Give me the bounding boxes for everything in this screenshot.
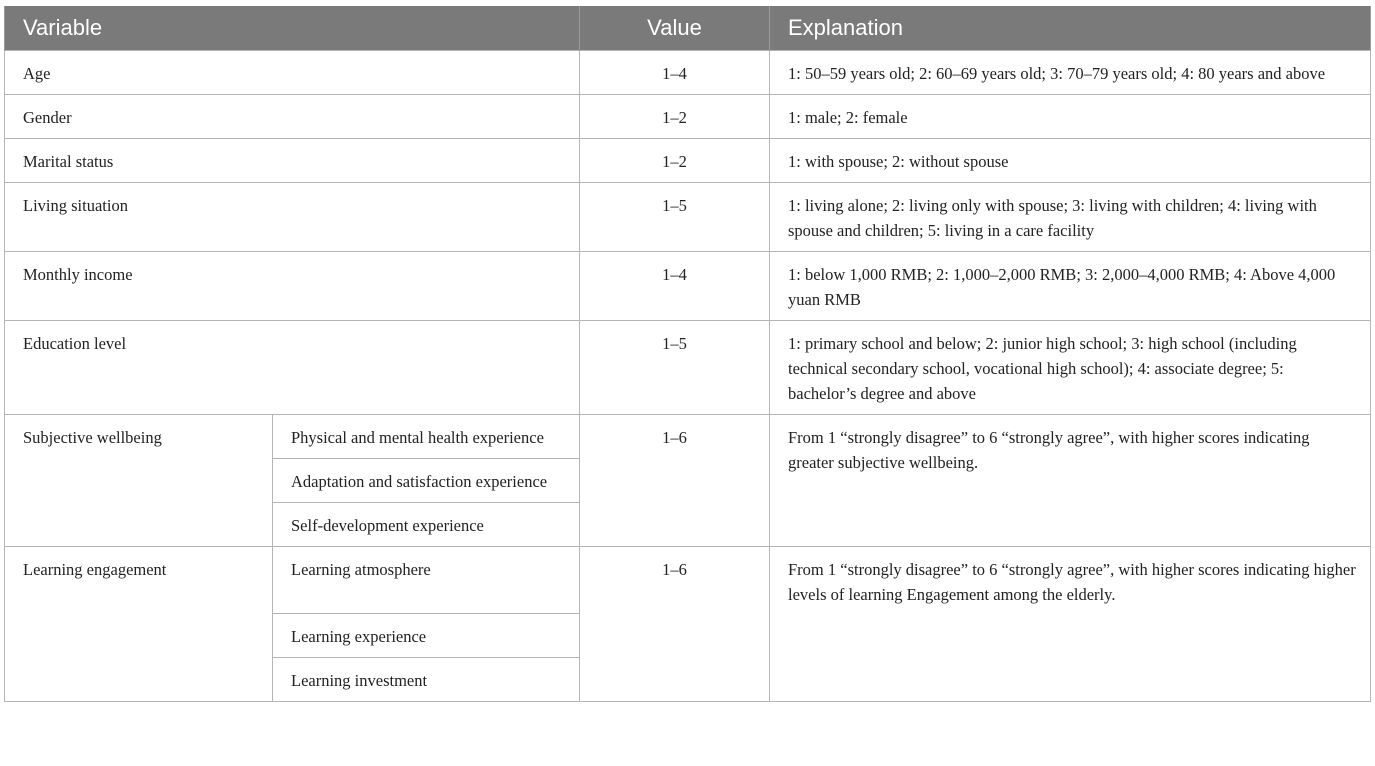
header-explanation: Explanation: [770, 6, 1371, 51]
group-value: 1–6: [580, 547, 770, 702]
group-row-subjective-wellbeing: [5, 415, 1371, 459]
row-variable: Monthly income: [5, 252, 580, 321]
row-explanation: 1: with spouse; 2: without spouse: [770, 139, 1371, 183]
dimension-cell: Learning experience: [273, 614, 580, 658]
table-header-row: [5, 6, 1371, 51]
header-value: Value: [580, 6, 770, 51]
table-row: [5, 321, 1371, 415]
dimension-cell: Adaptation and satisfaction experience: [273, 459, 580, 503]
header-variable: Variable: [5, 6, 580, 51]
row-value: 1–2: [580, 139, 770, 183]
dimension-cell: Learning investment: [273, 658, 580, 702]
variables-table-container: [4, 6, 1370, 702]
group-variable: Learning engagement: [5, 547, 273, 702]
row-value: 1–2: [580, 95, 770, 139]
row-explanation: 1: 50–59 years old; 2: 60–69 years old; 3: 70–79 years old; 4: 80 years and above: [770, 51, 1371, 95]
row-explanation: 1: below 1,000 RMB; 2: 1,000–2,000 RMB; 3: 2,000–4,000 RMB; 4: Above 4,000 yuan RMB: [770, 252, 1371, 321]
group-value: 1–6: [580, 415, 770, 547]
table-row: [5, 252, 1371, 321]
table-row: [5, 183, 1371, 252]
row-explanation: 1: living alone; 2: living only with spouse; 3: living with children; 4: living with spouse and children; 5: living in a care facility: [770, 183, 1371, 252]
row-explanation: 1: male; 2: female: [770, 95, 1371, 139]
row-variable: Marital status: [5, 139, 580, 183]
variables-table: [4, 6, 1371, 702]
row-variable: Age: [5, 51, 580, 95]
row-value: 1–4: [580, 51, 770, 95]
row-value: 1–4: [580, 252, 770, 321]
row-variable: Living situation: [5, 183, 580, 252]
row-value: 1–5: [580, 321, 770, 415]
row-value: 1–5: [580, 183, 770, 252]
dimension-cell: Self-development experience: [273, 503, 580, 547]
row-variable: Gender: [5, 95, 580, 139]
group-row-learning-engagement: [5, 547, 1371, 614]
row-explanation: 1: primary school and below; 2: junior high school; 3: high school (including technical secondary school, vocational high school); 4: associate degree; 5: bachelor’s degree and above: [770, 321, 1371, 415]
group-explanation: From 1 “strongly disagree” to 6 “strongly agree”, with higher scores indicating greater subjective wellbeing.: [770, 415, 1371, 547]
group-explanation: From 1 “strongly disagree” to 6 “strongly agree”, with higher scores indicating higher levels of learning Engagement among the elderly.: [770, 547, 1371, 702]
group-variable: Subjective wellbeing: [5, 415, 273, 547]
table-row: [5, 95, 1371, 139]
row-variable: Education level: [5, 321, 580, 415]
dimension-cell: Physical and mental health experience: [273, 415, 580, 459]
table-row: [5, 51, 1371, 95]
table-row: [5, 139, 1371, 183]
dimension-cell: Learning atmosphere: [273, 547, 580, 614]
